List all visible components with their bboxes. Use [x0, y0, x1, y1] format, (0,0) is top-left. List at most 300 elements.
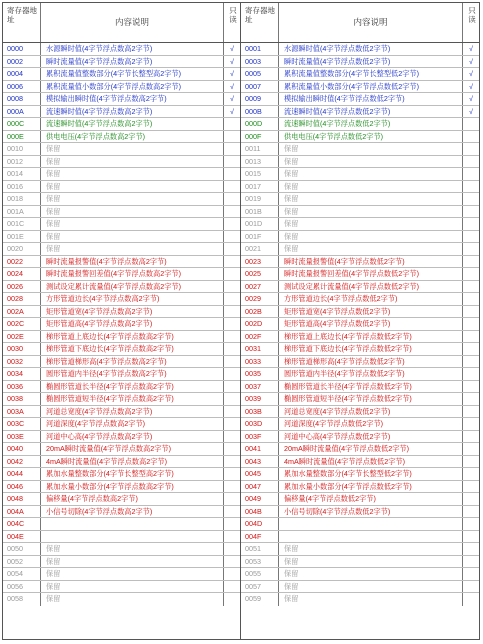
readonly-check	[463, 531, 479, 543]
readonly-check: √	[469, 81, 473, 91]
register-description: 流速瞬时值(4字节浮点数高2字节)	[41, 106, 224, 118]
table-row	[241, 231, 479, 244]
register-description: 累积流量值小数部分(4字节浮点数高2字节)	[41, 81, 224, 93]
table-row	[241, 381, 479, 394]
register-address: 003D	[241, 418, 279, 430]
register-description: 累积流量值小数部分(4字节浮点数低2字节)	[279, 81, 463, 93]
register-address: 0024	[3, 268, 41, 280]
readonly-check: √	[469, 94, 473, 103]
register-address: 0051	[241, 543, 279, 555]
readonly-check	[463, 493, 479, 505]
register-address: 000D	[241, 118, 279, 130]
table-row	[3, 381, 240, 394]
register-address: 002A	[3, 306, 41, 318]
register-address: 0022	[3, 256, 41, 268]
table-row	[3, 318, 240, 331]
readonly-check	[463, 243, 479, 255]
readonly-check	[224, 206, 240, 218]
readonly-check	[224, 331, 240, 343]
register-address: 0000	[3, 43, 41, 55]
register-address: 0013	[241, 156, 279, 168]
table-row	[3, 518, 240, 531]
register-description: 河道总宽度(4字节浮点数低2字节)	[279, 406, 463, 418]
readonly-check	[224, 168, 240, 180]
readonly-check	[224, 193, 240, 205]
table-row	[3, 168, 240, 181]
table-row	[3, 268, 240, 281]
readonly-check	[224, 231, 240, 243]
table-row	[3, 431, 240, 444]
table-row	[3, 206, 240, 219]
register-address: 004F	[241, 531, 279, 543]
register-address: 0038	[3, 393, 41, 405]
register-description: 梯形管道梯形高(4字节浮点数高2字节)	[41, 356, 224, 368]
register-description: 保留	[279, 143, 463, 155]
register-description: 椭圆形管道短半径(4字节浮点数低2字节)	[279, 393, 463, 405]
register-description: 保留	[41, 143, 224, 155]
table-row	[241, 368, 479, 381]
table-row	[241, 68, 479, 81]
header-desc: 内容说明	[41, 3, 224, 42]
register-address: 0005	[241, 68, 279, 80]
table-row	[241, 593, 479, 606]
readonly-check	[463, 156, 479, 168]
register-address: 0055	[241, 568, 279, 580]
register-address: 0025	[241, 268, 279, 280]
table-row	[3, 256, 240, 269]
register-address: 0048	[3, 493, 41, 505]
register-description: 梯形管道上底边长(4字节浮点数低2字节)	[279, 331, 463, 343]
readonly-check	[463, 393, 479, 405]
table-row	[3, 506, 240, 519]
register-address: 001D	[241, 218, 279, 230]
table-row	[241, 406, 479, 419]
register-table	[2, 2, 480, 640]
register-description: 梯形管道梯形高(4字节浮点数低2字节)	[279, 356, 463, 368]
readonly-check	[224, 218, 240, 230]
register-address: 0016	[3, 181, 41, 193]
register-address: 004D	[241, 518, 279, 530]
readonly-check	[224, 456, 240, 468]
register-address: 0042	[3, 456, 41, 468]
readonly-check	[463, 518, 479, 530]
register-address: 002E	[3, 331, 41, 343]
readonly-check	[224, 368, 240, 380]
table-row	[3, 118, 240, 131]
readonly-check: √	[230, 106, 234, 116]
readonly-check	[463, 343, 479, 355]
table-body-left	[3, 43, 240, 639]
register-address: 0017	[241, 181, 279, 193]
register-description: 测试设定累计流量值(4字节浮点数高2字节)	[41, 281, 224, 293]
register-table-left	[2, 2, 241, 640]
register-address: 0014	[3, 168, 41, 180]
register-description: 保留	[41, 243, 224, 255]
register-description: 瞬时流量报警值(4字节浮点数高2字节)	[41, 256, 224, 268]
table-row	[3, 531, 240, 544]
readonly-check	[224, 381, 240, 393]
table-row	[241, 456, 479, 469]
table-row	[241, 556, 479, 569]
register-description: 保留	[41, 568, 224, 580]
register-description: 保留	[279, 206, 463, 218]
table-row	[241, 156, 479, 169]
readonly-check	[463, 256, 479, 268]
table-row	[3, 393, 240, 406]
table-row	[241, 306, 479, 319]
register-description: 保留	[279, 593, 463, 606]
readonly-check	[463, 206, 479, 218]
table-row	[3, 56, 240, 69]
table-row	[241, 181, 479, 194]
table-row	[241, 518, 479, 531]
readonly-check	[224, 443, 240, 455]
table-row	[3, 81, 240, 94]
readonly-check	[463, 543, 479, 555]
register-description: 瞬时流量报警回差值(4字节浮点数高2字节)	[41, 268, 224, 280]
register-description: 矩形管道高(4字节浮点数高2字节)	[41, 318, 224, 330]
readonly-check	[224, 506, 240, 518]
register-description: 梯形管道下底边长(4字节浮点数高2字节)	[41, 343, 224, 355]
readonly-check	[224, 543, 240, 555]
table-row	[3, 331, 240, 344]
readonly-check	[463, 293, 479, 305]
register-description: 偏移量(4字节浮点数高2字节)	[41, 493, 224, 505]
table-row	[3, 181, 240, 194]
register-address: 0046	[3, 481, 41, 493]
register-address: 000A	[3, 106, 41, 118]
readonly-check	[463, 368, 479, 380]
register-address: 0056	[3, 581, 41, 593]
readonly-check	[463, 193, 479, 205]
header-desc: 内容说明	[279, 3, 463, 42]
table-row	[3, 306, 240, 319]
readonly-check	[463, 118, 479, 130]
table-row	[3, 568, 240, 581]
table-row	[3, 356, 240, 369]
register-address: 002B	[241, 306, 279, 318]
table-row	[3, 231, 240, 244]
register-description: 保留	[41, 168, 224, 180]
readonly-check	[463, 143, 479, 155]
table-row	[241, 393, 479, 406]
register-address: 003A	[3, 406, 41, 418]
table-row	[241, 418, 479, 431]
readonly-check	[224, 393, 240, 405]
readonly-check: √	[469, 106, 473, 116]
register-address: 0043	[241, 456, 279, 468]
register-description: 河道总宽度(4字节浮点数高2字节)	[41, 406, 224, 418]
readonly-check	[224, 131, 240, 143]
register-address: 0002	[3, 56, 41, 68]
table-row	[3, 581, 240, 594]
table-row	[241, 481, 479, 494]
readonly-check	[224, 531, 240, 543]
register-address: 001E	[3, 231, 41, 243]
readonly-check	[463, 418, 479, 430]
register-description: 瞬时流量报警回差值(4字节浮点数低2字节)	[279, 268, 463, 280]
register-description: 矩形管道宽(4字节浮点数高2字节)	[41, 306, 224, 318]
register-description: 20mA瞬时流量值(4字节浮点数高2字节)	[41, 443, 224, 455]
table-row	[3, 443, 240, 456]
readonly-check	[224, 143, 240, 155]
readonly-check	[224, 468, 240, 480]
register-address: 0033	[241, 356, 279, 368]
readonly-check: √	[230, 81, 234, 91]
register-description: 累加水量小数部分(4字节浮点数低2字节)	[279, 481, 463, 493]
readonly-check	[463, 268, 479, 280]
register-description: 方形管道边长(4字节浮点数高2字节)	[41, 293, 224, 305]
readonly-check	[463, 318, 479, 330]
table-row	[3, 43, 240, 56]
register-address: 0054	[3, 568, 41, 580]
register-address: 0020	[3, 243, 41, 255]
table-row	[241, 243, 479, 256]
header-readonly: 只读	[229, 6, 237, 24]
register-description: 保留	[279, 556, 463, 568]
readonly-check	[224, 293, 240, 305]
register-address: 003E	[3, 431, 41, 443]
readonly-check	[224, 406, 240, 418]
register-address: 0027	[241, 281, 279, 293]
register-description: 保留	[41, 218, 224, 230]
register-description: 椭圆形管道短半径(4字节浮点数高2字节)	[41, 393, 224, 405]
register-description: 方形管道边长(4字节浮点数低2字节)	[279, 293, 463, 305]
table-row	[241, 218, 479, 231]
readonly-check	[224, 481, 240, 493]
readonly-check	[463, 218, 479, 230]
register-description: 保留	[279, 568, 463, 580]
readonly-check	[224, 493, 240, 505]
readonly-check	[463, 568, 479, 580]
table-row	[241, 268, 479, 281]
register-description: 流速瞬时值(4字节浮点数低2字节)	[279, 118, 463, 130]
register-address: 004A	[3, 506, 41, 518]
readonly-check	[463, 331, 479, 343]
table-row	[3, 281, 240, 294]
register-description: 瞬时流量值(4字节浮点数高2字节)	[41, 56, 224, 68]
table-row	[241, 43, 479, 56]
register-description: 圆形管道内半径(4字节浮点数高2字节)	[41, 368, 224, 380]
readonly-check	[463, 431, 479, 443]
register-description: 保留	[41, 231, 224, 243]
register-description: 保留	[279, 181, 463, 193]
register-description: 保留	[279, 581, 463, 593]
table-row	[3, 543, 240, 556]
readonly-check	[463, 581, 479, 593]
register-address: 0035	[241, 368, 279, 380]
register-address: 0004	[3, 68, 41, 80]
table-row	[241, 93, 479, 106]
register-address: 0008	[3, 93, 41, 105]
table-header	[241, 3, 479, 43]
register-description: 保留	[41, 593, 224, 606]
table-row	[241, 468, 479, 481]
table-row	[3, 218, 240, 231]
register-table-right	[241, 2, 480, 640]
register-description: 梯形管道下底边长(4字节浮点数低2字节)	[279, 343, 463, 355]
register-address: 0034	[3, 368, 41, 380]
register-description: 流速瞬时值(4字节浮点数低2字节)	[279, 106, 463, 118]
table-row	[241, 531, 479, 544]
register-address: 000F	[241, 131, 279, 143]
register-address: 003F	[241, 431, 279, 443]
table-row	[241, 493, 479, 506]
register-address: 0058	[3, 593, 41, 606]
readonly-check	[224, 281, 240, 293]
register-description: 保留	[41, 543, 224, 555]
register-address: 004B	[241, 506, 279, 518]
table-row	[3, 243, 240, 256]
table-row	[3, 131, 240, 144]
table-row	[241, 256, 479, 269]
table-body-right	[241, 43, 479, 639]
register-address: 0031	[241, 343, 279, 355]
register-description: 累加水量小数部分(4字节浮点数高2字节)	[41, 481, 224, 493]
register-description	[41, 531, 224, 543]
readonly-check	[224, 256, 240, 268]
table-row	[3, 193, 240, 206]
register-address: 0059	[241, 593, 279, 606]
readonly-check	[463, 443, 479, 455]
register-description: 河道深度(4字节浮点数低2字节)	[279, 418, 463, 430]
readonly-check	[224, 318, 240, 330]
table-row	[241, 143, 479, 156]
register-description: 瞬时流量值(4字节浮点数低2字节)	[279, 56, 463, 68]
register-description: 保留	[279, 156, 463, 168]
register-address: 0015	[241, 168, 279, 180]
table-row	[241, 106, 479, 119]
register-description: 矩形管道高(4字节浮点数低2字节)	[279, 318, 463, 330]
register-address: 0029	[241, 293, 279, 305]
register-description: 4mA瞬时流量值(4字节浮点数高2字节)	[41, 456, 224, 468]
readonly-check	[224, 181, 240, 193]
table-row	[241, 331, 479, 344]
register-description	[279, 531, 463, 543]
table-row	[241, 118, 479, 131]
register-description: 流速瞬时值(4字节浮点数高2字节)	[41, 118, 224, 130]
readonly-check	[463, 306, 479, 318]
register-address: 002F	[241, 331, 279, 343]
register-description: 小信号切除(4字节浮点数高2字节)	[41, 506, 224, 518]
register-address: 0003	[241, 56, 279, 68]
readonly-check	[463, 456, 479, 468]
register-address: 0049	[241, 493, 279, 505]
readonly-check	[463, 468, 479, 480]
register-description: 累加水量整数部分(4字节长整型低2字节)	[279, 468, 463, 480]
register-address: 0026	[3, 281, 41, 293]
register-address: 003C	[3, 418, 41, 430]
readonly-check	[463, 281, 479, 293]
table-row	[3, 481, 240, 494]
register-description: 偏移量(4字节浮点数低2字节)	[279, 493, 463, 505]
register-address: 0012	[3, 156, 41, 168]
table-row	[241, 568, 479, 581]
table-row	[241, 281, 479, 294]
register-description: 矩形管道宽(4字节浮点数低2字节)	[279, 306, 463, 318]
readonly-check	[224, 593, 240, 606]
table-row	[3, 456, 240, 469]
register-description: 保留	[279, 231, 463, 243]
register-description: 保留	[279, 243, 463, 255]
register-address: 0011	[241, 143, 279, 155]
readonly-check	[463, 593, 479, 606]
register-address: 0040	[3, 443, 41, 455]
register-address: 0028	[3, 293, 41, 305]
register-address: 003B	[241, 406, 279, 418]
table-row	[241, 506, 479, 519]
readonly-check: √	[469, 69, 473, 78]
register-description: 保留	[41, 581, 224, 593]
register-address: 0041	[241, 443, 279, 455]
readonly-check	[224, 268, 240, 280]
register-address: 001C	[3, 218, 41, 230]
readonly-check: √	[230, 44, 234, 53]
register-address: 001A	[3, 206, 41, 218]
register-description: 保留	[41, 193, 224, 205]
register-description: 供电电压(4字节浮点数低2字节)	[279, 131, 463, 143]
readonly-check: √	[469, 56, 473, 66]
register-address: 0018	[3, 193, 41, 205]
register-address: 0045	[241, 468, 279, 480]
table-row	[3, 106, 240, 119]
table-row	[241, 581, 479, 594]
table-row	[241, 168, 479, 181]
readonly-check: √	[469, 44, 473, 53]
table-row	[3, 293, 240, 306]
readonly-check	[463, 131, 479, 143]
readonly-check	[224, 556, 240, 568]
header-readonly: 只读	[468, 6, 476, 24]
register-address: 0039	[241, 393, 279, 405]
table-row	[3, 343, 240, 356]
readonly-check	[463, 556, 479, 568]
register-address: 0007	[241, 81, 279, 93]
register-description: 保留	[41, 556, 224, 568]
table-row	[241, 343, 479, 356]
register-address: 0047	[241, 481, 279, 493]
register-address: 0037	[241, 381, 279, 393]
register-address: 0036	[3, 381, 41, 393]
table-row	[241, 206, 479, 219]
readonly-check	[224, 568, 240, 580]
register-description: 椭圆形管道长半径(4字节浮点数低2字节)	[279, 381, 463, 393]
register-description: 保留	[41, 206, 224, 218]
readonly-check	[224, 343, 240, 355]
register-description: 瞬时流量报警值(4字节浮点数低2字节)	[279, 256, 463, 268]
readonly-check: √	[230, 56, 234, 66]
register-address: 0010	[3, 143, 41, 155]
register-address: 0050	[3, 543, 41, 555]
register-address: 0006	[3, 81, 41, 93]
register-address: 0019	[241, 193, 279, 205]
register-address: 0023	[241, 256, 279, 268]
register-address: 004E	[3, 531, 41, 543]
table-row	[3, 556, 240, 569]
readonly-check	[224, 156, 240, 168]
table-row	[3, 156, 240, 169]
register-description: 保留	[41, 156, 224, 168]
register-address: 000E	[3, 131, 41, 143]
register-address: 0052	[3, 556, 41, 568]
readonly-check	[463, 168, 479, 180]
register-address: 0044	[3, 468, 41, 480]
register-address: 001F	[241, 231, 279, 243]
register-address: 001B	[241, 206, 279, 218]
table-row	[3, 593, 240, 606]
table-row	[241, 131, 479, 144]
table-row	[3, 406, 240, 419]
